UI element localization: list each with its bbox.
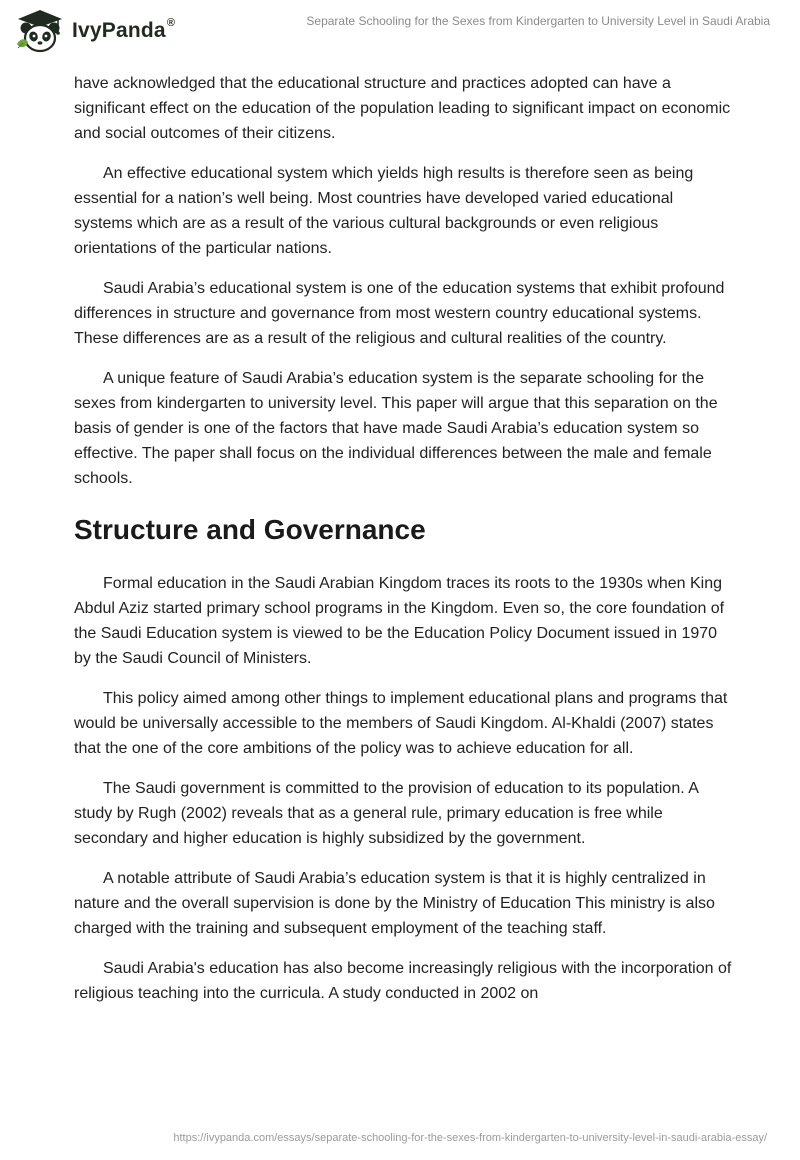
paragraph: A unique feature of Saudi Arabia’s education system is the separate schooling for the sexes from kindergarten to university level. This paper will argue that this separation on the basis of gender is one of the factors that have made Saudi Arabia’s education system so effective. The paper shall focus on the individual differences between the male and female schools.: [74, 370, 718, 487]
document-title: Separate Schooling for the Sexes from Kindergarten to University Level in Saudi Arabia: [306, 14, 770, 28]
page-header: [0, 0, 800, 64]
logo-text: IvyPanda®: [72, 17, 176, 42]
section-heading: Structure and Governance: [74, 514, 426, 545]
paragraph: An effective educational system which yields high results is therefore seen as being essential for a nation’s well being. Most countries have developed varied educational systems which are as a result of the various cultural backgrounds or even religious orientations of the particular nations.: [74, 165, 694, 257]
essay-body: [74, 71, 734, 1021]
paragraph: Saudi Arabia's education has also become increasingly religious with the incorporation of religious teaching into the curricula. A study conducted in 2002 on: [74, 960, 732, 1002]
paragraph: A notable attribute of Saudi Arabia’s education system is that it is highly centralized in nature and the overall supervision is done by the Ministry of Education This ministry is also charged with the training and subsequent employment of the teaching staff.: [74, 870, 715, 937]
paragraph: Formal education in the Saudi Arabian Kingdom traces its roots to the 1930s when King Abdul Aziz started primary school programs in the Kingdom. Even so, the core foundation of the Saudi Education system is viewed to be the Education Policy Document issued in 1970 by the Saudi Council of Ministers.: [74, 575, 725, 667]
panda-graduate-icon: [14, 8, 66, 54]
paragraph: The Saudi government is committed to the provision of education to its population. A study by Rugh (2002) reveals that as a general rule, primary education is free while secondary and higher education is highly subsidized by the government.: [74, 780, 699, 847]
paragraph-intro: have acknowledged that the educational structure and practices adopted can have a significant effect on the education of the population leading to significant impact on economic and social outcomes of their citizens.: [74, 75, 731, 142]
source-url[interactable]: https://ivypanda.com/essays/separate-schooling-for-the-sexes-from-kindergarten-to-university-level-in-saudi-arabia-essay/: [173, 1132, 767, 1144]
logo[interactable]: [14, 8, 175, 54]
paragraph: Saudi Arabia’s educational system is one of the education systems that exhibit profound differences in structure and governance from most western country educational systems. These differences are as a result of the religious and cultural realities of the country.: [74, 280, 725, 347]
paragraph: This policy aimed among other things to implement educational plans and programs that would be universally accessible to the members of Saudi Kingdom. Al-Khaldi (2007) states that the one of the core ambitions of the policy was to achieve education for all.: [74, 690, 728, 757]
